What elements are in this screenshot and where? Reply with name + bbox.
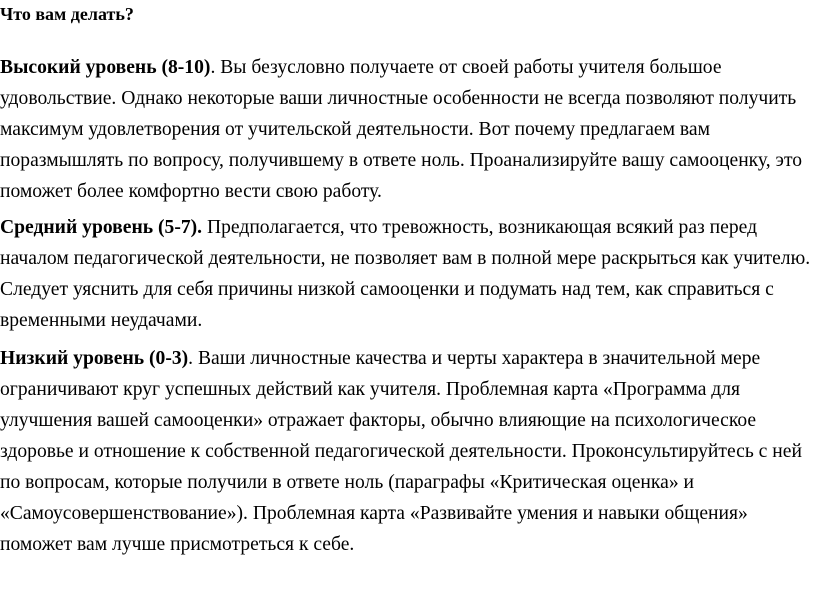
level-label-medium: Средний уровень (5-7). — [0, 217, 203, 238]
paragraph-text: Ваши личностные качества и черты характера в значительной мере ограничивают круг успешных действий как учителя. Проблемная карта «Программа для улучшения вашей самооценки» отражает факторы, обычно влияющие на психологическое здоровье и отношение к собственной педагогической деятельности. Проконсультируйтесь с ней по вопросам, которые получили в ответе ноль (параграфы «Критическая оценка» и «Самоусовершенствование»). Проблемная карта «Развивайте умения и навыки общения» поможет вам лучше присмотреться к себе. — [0, 348, 802, 555]
level-label-low: Низкий уровень (0-3) — [0, 348, 189, 369]
paragraph-text: Предполагается, что тревожность, возникающая всякий раз перед началом педагогической деятельности, не позволяет вам в полной мере раскрыться как учителю. Следует уяснить для себя причины низкой самооценки и подумать над тем, как справиться с временными неудачами. — [0, 217, 811, 331]
page-title: Что вам делать? — [0, 4, 134, 24]
label-suffix: . — [188, 348, 194, 369]
level-label-high: Высокий уровень (8-10) — [0, 57, 211, 78]
paragraph-low-level — [0, 343, 814, 560]
paragraph-text: Вы безусловно получаете от своей работы учителя большое удовольствие. Однако некоторые ваши личностные особенности не всегда позволяют получить максимум удовлетворения от учительской деятельности. Вот почему предлагаем вам поразмышлять по вопросу, получившему в ответе ноль. Проанализируйте вашу самооценку, это поможет более комфортно вести свою работу. — [0, 57, 803, 202]
label-suffix: . — [210, 57, 216, 78]
paragraph-medium-level — [0, 212, 814, 336]
paragraph-high-level — [0, 52, 814, 207]
